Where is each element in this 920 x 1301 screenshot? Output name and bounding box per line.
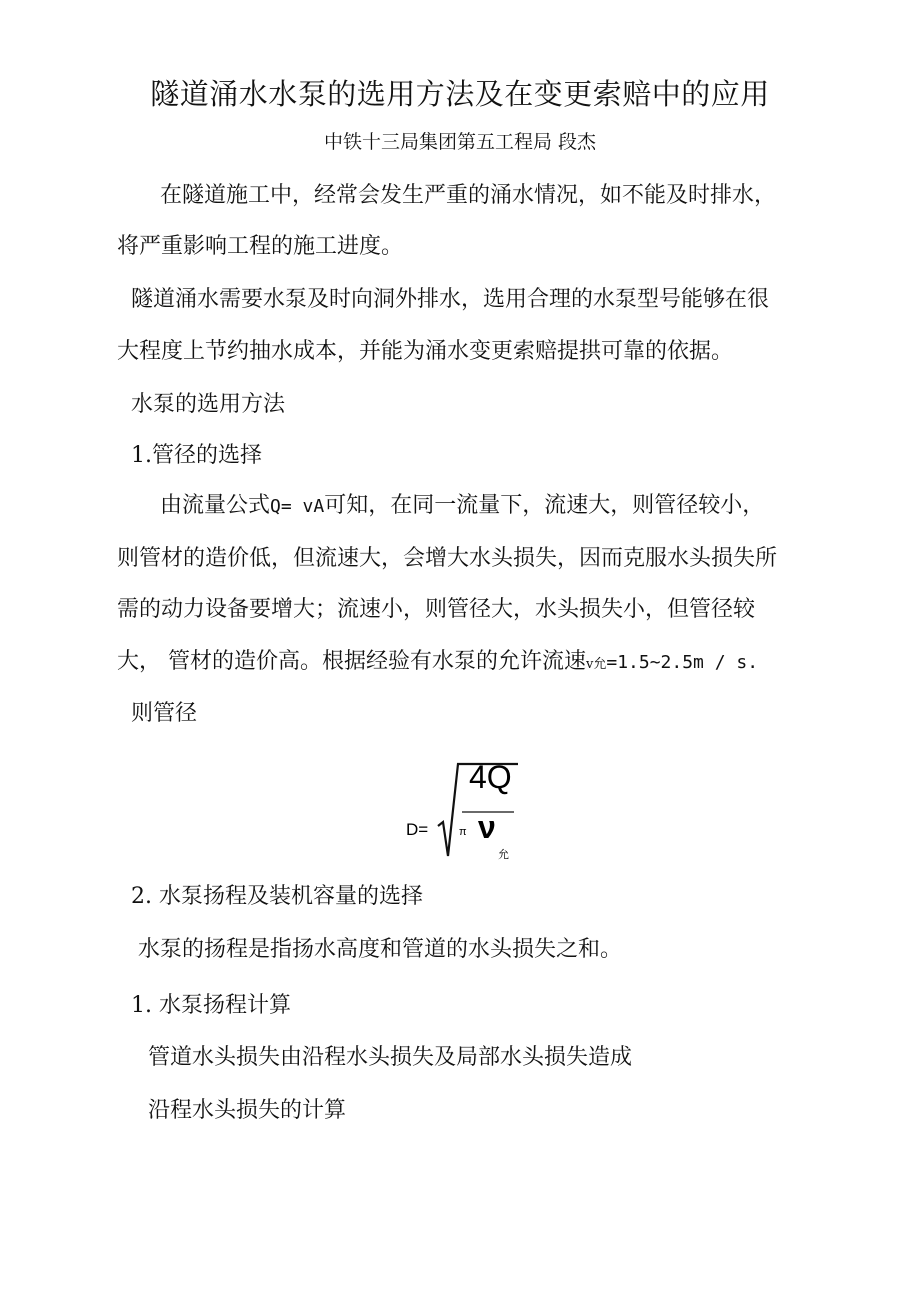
document-title: 隧道涌水水泵的选用方法及在变更索赔中的应用: [150, 77, 770, 111]
allowed-velocity-symbol: v允: [586, 657, 607, 672]
formula-lhs: D=: [406, 820, 429, 839]
paragraph-1-line-1: 在隧道施工中，经常会发生严重的涌水情况，如不能及时排水，: [160, 183, 777, 208]
paragraph-3-line-1: [160, 490, 764, 523]
paragraph-3-line-5: 则管径: [131, 701, 198, 726]
author-line: 中铁十三局集团第五工程局 段杰: [323, 131, 597, 153]
section-heading-pipe-diameter: 1.管径的选择: [131, 443, 262, 468]
velocity-range: =1.5~2.5m / s.: [606, 652, 759, 673]
paragraph-1-line-2: 将严重影响工程的施工进度。: [117, 234, 404, 259]
flow-formula-inline: Q= vA: [270, 496, 325, 517]
paragraph-3-line-4-start: 大， 管材的造价高。根据经验有水泵的允许流速: [117, 649, 586, 674]
section-heading-pump-selection: 水泵的选用方法: [131, 392, 286, 417]
formula-numerator: 4Q: [469, 759, 512, 795]
paragraph-3-line-1-end: 可知，在同一流量下，流速大，则管径较小，: [324, 493, 765, 518]
section-heading-head-calculation: 1. 水泵扬程计算: [131, 993, 291, 1018]
formula-velocity-subscript: 允: [498, 849, 509, 861]
formula-graphic: [398, 756, 538, 866]
formula-pi: π: [459, 826, 467, 838]
paragraph-4: 水泵的扬程是指扬水高度和管道的水头损失之和。: [138, 937, 623, 962]
paragraph-6: 沿程水头损失的计算: [148, 1098, 347, 1123]
paragraph-3-line-2: 则管材的造价低，但流速大，会增大水头损失，因而克服水头损失所: [117, 546, 778, 571]
paragraph-5: 管道水头损失由沿程水头损失及局部水头损失造成: [148, 1045, 633, 1070]
paragraph-2-line-2: 大程度上节约抽水成本，并能为涌水变更索赔提拱可靠的依据。: [117, 339, 734, 364]
paragraph-2-line-1: 隧道涌水需要水泵及时向洞外排水，选用合理的水泵型号能够在很: [131, 287, 770, 312]
paragraph-3-line-1-start: 由流量公式: [160, 493, 271, 518]
section-heading-head-capacity: 2. 水泵扬程及装机容量的选择: [131, 884, 423, 909]
pipe-diameter-formula: [398, 756, 538, 866]
paragraph-3-line-3: 需的动力设备要增大；流速小，则管径大，水头损失小，但管径较: [117, 597, 756, 622]
paragraph-3-line-4: [117, 646, 758, 681]
formula-velocity: ν: [478, 809, 496, 845]
